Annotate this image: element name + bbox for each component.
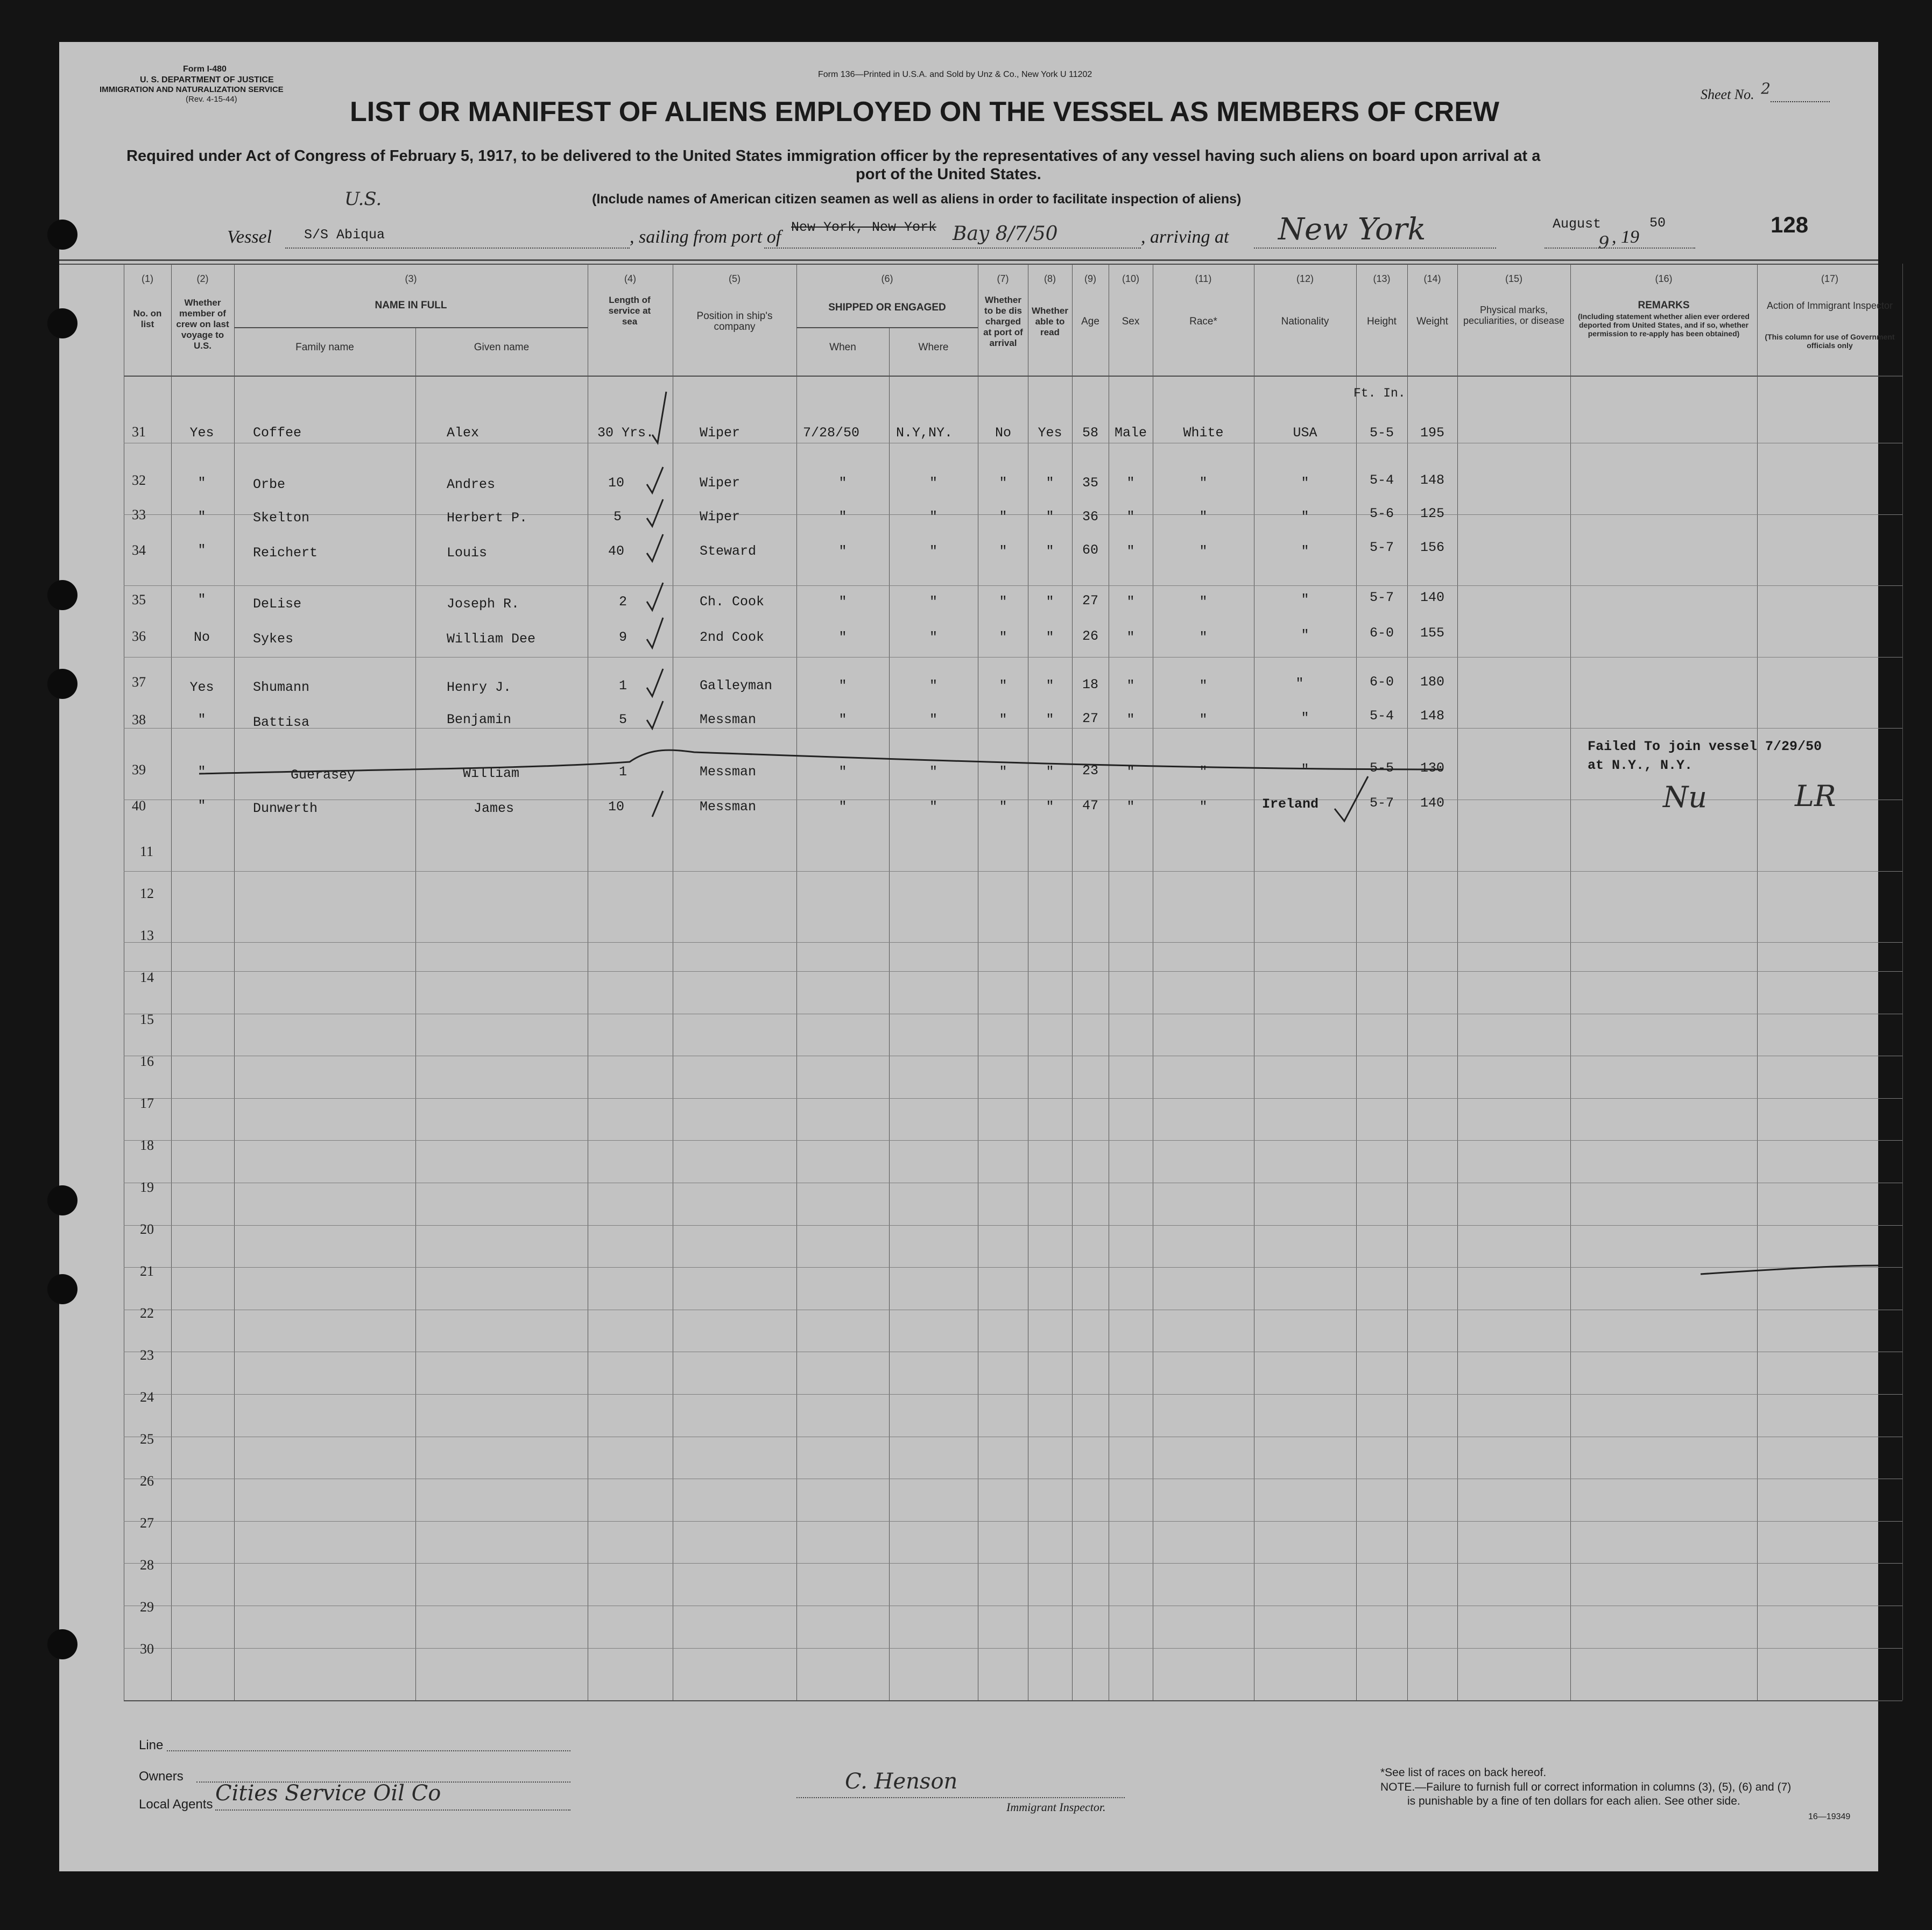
discharged: " [999, 799, 1007, 815]
note-line-1: NOTE.—Failure to furnish full or correct information in columns (3), (5), (6) and (7) [1380, 1781, 1792, 1793]
length-of-service: 40 [608, 543, 625, 559]
footer-agents-underline [215, 1809, 570, 1811]
subtitle-line-2: port of the United States. [856, 166, 1041, 183]
able-to-read: " [1046, 594, 1054, 610]
row-number: 34 [132, 542, 146, 558]
date-year: 50 [1649, 215, 1666, 231]
footer-agents-value: Cities Service Oil Co [215, 1781, 441, 1806]
discharged: " [999, 712, 1007, 727]
height: 6-0 [1369, 674, 1394, 690]
inspector-signature: C. Henson [845, 1769, 958, 1794]
date-month: August [1553, 216, 1602, 232]
col-num-10: (10) [1122, 273, 1139, 284]
age: 36 [1082, 509, 1098, 525]
header-shipped-when: When [829, 342, 856, 353]
header-no-on-list: No. on list [133, 308, 162, 329]
header-remarks: REMARKS [1638, 300, 1690, 311]
remarks: Failed To join vessel 7/29/50 [1588, 739, 1822, 754]
position: Wiper [700, 425, 741, 441]
weight: 155 [1420, 625, 1444, 641]
sex: " [1126, 678, 1135, 694]
header-able-to-read: Whether able to read [1032, 306, 1068, 337]
inspector-label: Immigrant Inspector. [1006, 1800, 1106, 1814]
sex: Male [1114, 425, 1147, 441]
row-number: 27 [140, 1515, 154, 1531]
header-physical-marks: Physical marks, peculiarities, or disease [1463, 305, 1565, 326]
shipped-where: " [929, 594, 937, 610]
row-number: 31 [132, 424, 146, 440]
age: 47 [1082, 798, 1098, 814]
race: " [1199, 630, 1208, 645]
height: 5-7 [1369, 590, 1394, 605]
race: " [1199, 764, 1208, 780]
header-inspector-action: Action of Immigrant Inspector [1766, 300, 1893, 311]
vessel-name: S/S Abiqua [304, 227, 385, 243]
check-mark-icon [1335, 776, 1368, 821]
position: Wiper [700, 509, 741, 525]
discharged: " [999, 543, 1007, 559]
family-name: Dunwerth [253, 801, 318, 816]
weight: 130 [1420, 760, 1444, 776]
last-voyage: No [193, 630, 210, 645]
header-inspector-note: (This column for use of Government officials only [1765, 333, 1895, 350]
family-name: DeLise [253, 596, 302, 612]
length-of-service: 5 [614, 509, 622, 525]
sex: " [1126, 630, 1135, 645]
height: 5-5 [1369, 425, 1394, 441]
col-num-4: (4) [624, 273, 636, 284]
race: " [1199, 543, 1208, 559]
col-num-8: (8) [1044, 273, 1056, 284]
age: 27 [1082, 593, 1098, 609]
nationality: " [1301, 627, 1309, 643]
age: 60 [1082, 542, 1098, 558]
vessel-handwritten: U.S. [344, 188, 382, 210]
race: " [1199, 509, 1208, 525]
vessel-label: Vessel [227, 227, 272, 247]
nationality: " [1301, 710, 1309, 726]
row-number: 35 [132, 592, 146, 607]
header-nationality: Nationality [1281, 316, 1329, 327]
col-line [1902, 264, 1903, 1700]
discharged: " [999, 630, 1007, 645]
col-num-17: (17) [1821, 273, 1838, 284]
last-voyage: " [198, 475, 206, 491]
given-name: Henry J. [447, 680, 512, 695]
family-name: Sykes [253, 631, 294, 647]
form-agency: U. S. DEPARTMENT OF JUSTICE [140, 75, 274, 84]
position: Messman [700, 799, 757, 815]
position: Steward [700, 543, 757, 559]
race: " [1199, 678, 1208, 694]
check-mark-icon [647, 701, 663, 729]
row-number: 11 [140, 844, 154, 859]
family-name: Orbe [253, 477, 286, 492]
length-of-service: 2 [619, 594, 627, 610]
discharged: No [995, 425, 1011, 441]
shipped-where: N.Y,NY. [896, 425, 953, 441]
last-voyage: Yes [189, 680, 214, 695]
family-name: Guerasey [291, 767, 356, 783]
able-to-read: Yes [1038, 425, 1062, 441]
weight: 180 [1420, 674, 1444, 690]
age: 18 [1082, 677, 1098, 692]
header-discharged: Whether to be dis charged at port of arrival [983, 295, 1023, 348]
position: Wiper [700, 475, 741, 491]
header-family-name: Family name [295, 342, 354, 353]
race: " [1199, 475, 1208, 491]
nationality: " [1301, 509, 1309, 525]
shipped-when: " [838, 475, 847, 491]
header-sex: Sex [1122, 316, 1140, 327]
shipped-when: " [838, 764, 847, 780]
row-number: 17 [140, 1095, 154, 1111]
age: 23 [1082, 763, 1098, 779]
row-number: 28 [140, 1557, 154, 1573]
given-name: Andres [447, 477, 496, 492]
last-voyage: " [198, 509, 206, 525]
race-note: *See list of races on back hereof. [1380, 1766, 1547, 1779]
shipped-when: " [838, 799, 847, 815]
length-of-service: 5 [619, 712, 627, 727]
length-of-service: 9 [619, 630, 627, 645]
shipped-where: " [929, 509, 937, 525]
discharged: " [999, 678, 1007, 694]
able-to-read: " [1046, 764, 1054, 780]
printer-note: Form 136—Printed in U.S.A. and Sold by Unz & Co., New York U 11202 [818, 70, 1092, 79]
shipped-when: " [838, 712, 847, 727]
sheet-label-text: Sheet No. [1701, 87, 1754, 102]
length-of-service: 1 [619, 764, 627, 780]
position: Messman [700, 764, 757, 780]
header-shipped-engaged: SHIPPED OR ENGAGED [828, 302, 946, 313]
nationality: " [1301, 762, 1309, 777]
shipped-where: " [929, 799, 937, 815]
family-name: Skelton [253, 510, 310, 526]
age: 27 [1082, 711, 1098, 726]
row-number: 25 [140, 1431, 154, 1447]
height: 5-7 [1369, 540, 1394, 555]
given-name: James [474, 801, 514, 816]
nationality: " [1295, 676, 1304, 691]
shipped-where: " [929, 630, 937, 645]
date-day: 9 [1598, 232, 1610, 253]
check-marks [59, 42, 1878, 1871]
given-name: William [463, 766, 520, 781]
nationality: " [1301, 543, 1309, 559]
shipped-when: " [838, 509, 847, 525]
col-num-15: (15) [1505, 273, 1522, 284]
sex: " [1126, 594, 1135, 610]
length-of-service: 10 [608, 475, 625, 491]
shipped-when: " [838, 543, 847, 559]
row-number: 18 [140, 1137, 154, 1153]
footer-owners-label: Owners [139, 1769, 184, 1784]
able-to-read: " [1046, 475, 1054, 491]
last-voyage: " [198, 542, 206, 558]
last-voyage: " [198, 592, 206, 607]
row-number: 40 [132, 798, 146, 814]
arriving-label: , arriving at [1141, 227, 1229, 247]
able-to-read: " [1046, 712, 1054, 727]
sex: " [1126, 712, 1135, 727]
row-number: 12 [140, 886, 154, 901]
header-weight: Weight [1416, 316, 1448, 327]
header-height: Height [1367, 316, 1397, 327]
sex: " [1126, 475, 1135, 491]
sex: " [1126, 764, 1135, 780]
given-name: Joseph R. [447, 596, 520, 612]
given-name: William Dee [447, 631, 536, 647]
position: Messman [700, 712, 757, 727]
last-voyage: " [198, 798, 206, 814]
able-to-read: " [1046, 799, 1054, 815]
check-mark-icon [647, 534, 663, 561]
row-number: 26 [140, 1473, 154, 1489]
discharged: " [999, 764, 1007, 780]
col-num-1: (1) [142, 273, 153, 284]
form-service: IMMIGRATION AND NATURALIZATION SERVICE [100, 85, 284, 94]
able-to-read: " [1046, 509, 1054, 525]
subtitle-line-3: (Include names of American citizen seamen as well as aliens in order to facilitate inspection of aliens) [592, 192, 1242, 207]
last-voyage: " [198, 712, 206, 727]
sex: " [1126, 509, 1135, 525]
shipped-where: " [929, 764, 937, 780]
length-of-service: 10 [608, 799, 625, 815]
height: 5-4 [1369, 472, 1394, 488]
race: " [1199, 712, 1208, 727]
row-number: 36 [132, 628, 146, 644]
col-num-5: (5) [729, 273, 741, 284]
row-number: 23 [140, 1347, 154, 1363]
height: 5-7 [1369, 795, 1394, 811]
subtitle-line-1: Required under Act of Congress of February 5, 1917, to be delivered to the United States immigration officer by the representatives of any vessel having such aliens on board upon arrival at a [126, 147, 1541, 165]
col-num-2: (2) [196, 273, 209, 284]
arriving-port: New York [1278, 212, 1426, 247]
weight: 156 [1420, 540, 1444, 555]
position: Galleyman [700, 678, 773, 694]
weight: 125 [1420, 506, 1444, 521]
nationality: Ireland [1262, 796, 1319, 812]
header-age: Age [1081, 316, 1099, 327]
stamp-number: 128 [1771, 212, 1809, 237]
row-number: 13 [140, 928, 154, 943]
header-last-voyage: Whether member of crew on last voyage to U.S. [176, 298, 229, 351]
inspector-underline [796, 1797, 1125, 1799]
position: 2nd Cook [700, 630, 765, 645]
header-remarks-note: (Including statement whether alien ever ordered deported from United States, and if so, whether permission to re-apply has been obtained) [1578, 312, 1750, 338]
strike-through-line [199, 750, 1442, 774]
footer-agents-label: Local Agents [139, 1797, 213, 1812]
given-name: Benjamin [447, 712, 512, 727]
form-revision: (Rev. 4-15-44) [186, 95, 237, 104]
height: 5-6 [1369, 506, 1394, 521]
shipped-when: 7/28/50 [803, 425, 860, 441]
age: 26 [1082, 628, 1098, 644]
header-position: Position in ship's company [696, 310, 773, 333]
check-mark-icon [647, 467, 663, 493]
header-length-of-service: Length of service at sea [608, 295, 651, 327]
col-num-7: (7) [997, 273, 1009, 284]
given-name: Alex [447, 425, 480, 441]
discharged: " [999, 475, 1007, 491]
discharged: " [999, 509, 1007, 525]
weight: 140 [1420, 590, 1444, 605]
col-num-12: (12) [1296, 273, 1314, 284]
given-name: Louis [447, 545, 488, 561]
col-num-6: (6) [881, 273, 893, 284]
print-code: 16—19349 [1808, 1812, 1851, 1821]
row-number: 15 [140, 1012, 154, 1027]
row-number: 22 [140, 1305, 154, 1321]
form-id: Form I-480 [183, 65, 227, 74]
race: White [1183, 425, 1224, 441]
shipped-when: " [838, 678, 847, 694]
last-voyage: " [198, 764, 206, 780]
footer-line-underline [167, 1750, 570, 1752]
row-number: 20 [140, 1221, 154, 1237]
length-of-service: 30 Yrs. [597, 425, 654, 441]
date-year-prefix: , 19 [1612, 227, 1639, 247]
sheet-number: 2 [1761, 80, 1771, 97]
race: " [1199, 799, 1208, 815]
able-to-read: " [1046, 543, 1054, 559]
header-given-name: Given name [474, 342, 530, 353]
nationality: " [1301, 592, 1309, 607]
nationality: " [1301, 475, 1309, 491]
family-name: Shumann [253, 680, 310, 695]
shipped-where: " [929, 475, 937, 491]
family-name: Battisa [253, 715, 310, 730]
col-num-14: (14) [1423, 273, 1441, 284]
height: 5-5 [1369, 760, 1394, 776]
col-num-13: (13) [1373, 273, 1391, 284]
sex: " [1126, 799, 1135, 815]
row-number: 19 [140, 1179, 154, 1195]
able-to-read: " [1046, 678, 1054, 694]
header-name-in-full: NAME IN FULL [375, 300, 447, 311]
weight: 140 [1420, 795, 1444, 811]
shipped-where: " [929, 712, 937, 727]
manifest-sheet [59, 42, 1895, 1871]
able-to-read: " [1046, 630, 1054, 645]
col-num-16: (16) [1655, 273, 1673, 284]
shipped-when: " [838, 594, 847, 610]
family-name: Coffee [253, 425, 302, 441]
page-title: LIST OR MANIFEST OF ALIENS EMPLOYED ON THE VESSEL AS MEMBERS OF CREW [350, 96, 1499, 128]
sailing-handwritten: Bay 8/7/50 [953, 223, 1058, 245]
row-number: 38 [132, 712, 146, 727]
race: " [1199, 594, 1208, 610]
action-initials: LR [1795, 779, 1836, 813]
age: 58 [1082, 425, 1098, 441]
check-mark-icon [647, 583, 663, 610]
age: 35 [1082, 475, 1098, 491]
row-number: 16 [140, 1054, 154, 1069]
header-shipped-where: Where [918, 342, 949, 353]
check-mark-icon [652, 392, 666, 443]
given-name: Herbert P. [447, 510, 528, 526]
family-name: Reichert [253, 545, 318, 561]
length-of-service: 1 [619, 678, 627, 694]
row-number: 39 [132, 762, 146, 777]
row-number: 33 [132, 507, 146, 522]
handwritten-line [1701, 1266, 1878, 1274]
note-line-2: is punishable by a fine of ten dollars for each alien. See other side. [1407, 1795, 1740, 1807]
weight: 148 [1420, 472, 1444, 488]
col-num-9: (9) [1084, 273, 1096, 284]
row-number: 21 [140, 1263, 154, 1279]
shipped-when: " [838, 630, 847, 645]
check-mark-icon [647, 499, 663, 526]
weight: 148 [1420, 708, 1444, 724]
row-number: 32 [132, 472, 146, 488]
row-number: 29 [140, 1599, 154, 1615]
check-mark-icon [647, 618, 663, 648]
last-voyage: Yes [189, 425, 214, 441]
check-mark-icon [647, 669, 663, 696]
col-num-11: (11) [1195, 273, 1212, 284]
discharged: " [999, 594, 1007, 610]
footer-line-label: Line [139, 1738, 164, 1752]
shipped-where: " [929, 678, 937, 694]
height-units: Ft. In. [1353, 386, 1406, 400]
row-number: 37 [132, 674, 146, 690]
weight: 195 [1420, 425, 1444, 441]
header-race: Race* [1189, 316, 1217, 327]
sailing-port: New York, New York [791, 220, 937, 235]
sex: " [1126, 543, 1135, 559]
remarks: at N.Y., N.Y. [1588, 758, 1693, 773]
check-mark-icon [652, 791, 663, 817]
height: 6-0 [1369, 625, 1394, 641]
position: Ch. Cook [700, 594, 765, 610]
col-num-3: (3) [405, 273, 417, 284]
height: 5-4 [1369, 708, 1394, 724]
row-number: 24 [140, 1389, 154, 1405]
remarks-initials: Nu [1663, 780, 1708, 814]
row-number: 30 [140, 1641, 154, 1657]
nationality: USA [1293, 425, 1317, 441]
row-number: 14 [140, 970, 154, 985]
sailing-label: , sailing from port of [630, 227, 781, 247]
shipped-where: " [929, 543, 937, 559]
